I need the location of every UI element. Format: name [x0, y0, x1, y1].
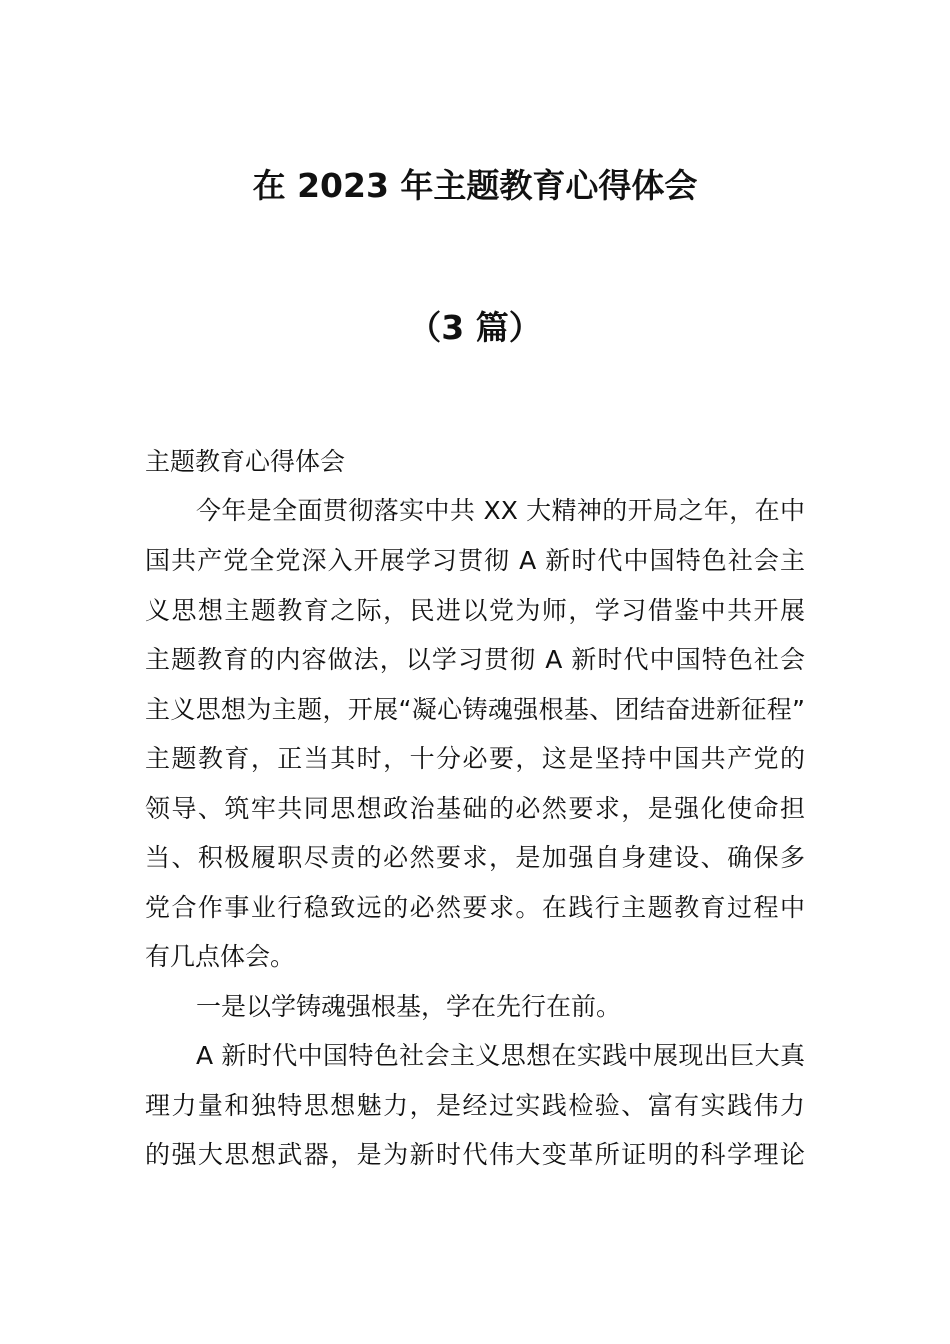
- paragraph-line: 主题教育的内容做法，以学习贯彻 A 新时代中国特色社会: [145, 645, 805, 674]
- paragraph-line: 当、积极履职尽责的必然要求，是加强自身建设、确保多: [145, 843, 805, 872]
- paragraph-line: 义思想主题教育之际，民进以党为师，学习借鉴中共开展: [145, 596, 805, 625]
- paragraph-line: 的强大思想武器，是为新时代伟大变革所证明的科学理论: [145, 1140, 805, 1169]
- paragraph-line: 有几点体会。: [145, 942, 296, 971]
- document-title: 在 2023 年主题教育心得体会: [252, 166, 698, 205]
- paragraph-line: 国共产党全党深入开展学习贯彻 A 新时代中国特色社会主: [145, 546, 805, 575]
- document-subtitle: （3 篇）: [408, 308, 542, 347]
- paragraph-line: 今年是全面贯彻落实中共 XX 大精神的开局之年，在中: [196, 496, 805, 525]
- paragraph-line: 理力量和独特思想魅力，是经过实践检验、富有实践伟力: [145, 1091, 805, 1120]
- paragraph-line: 党合作事业行稳致远的必然要求。在践行主题教育过程中: [145, 893, 805, 922]
- point-1-heading: 一是以学铸魂强根基，学在先行在前。: [196, 992, 622, 1021]
- paragraph-line: A 新时代中国特色社会主义思想在实践中展现出巨大真: [196, 1041, 805, 1070]
- section-heading: 主题教育心得体会: [145, 447, 346, 476]
- paragraph-line: 主义思想为主题，开展“凝心铸魂强根基、团结奋进新征程”: [145, 695, 805, 724]
- paragraph-line: 领导、筑牢共同思想政治基础的必然要求，是强化使命担: [145, 794, 805, 823]
- paragraph-line: 主题教育，正当其时，十分必要，这是坚持中国共产党的: [145, 744, 805, 773]
